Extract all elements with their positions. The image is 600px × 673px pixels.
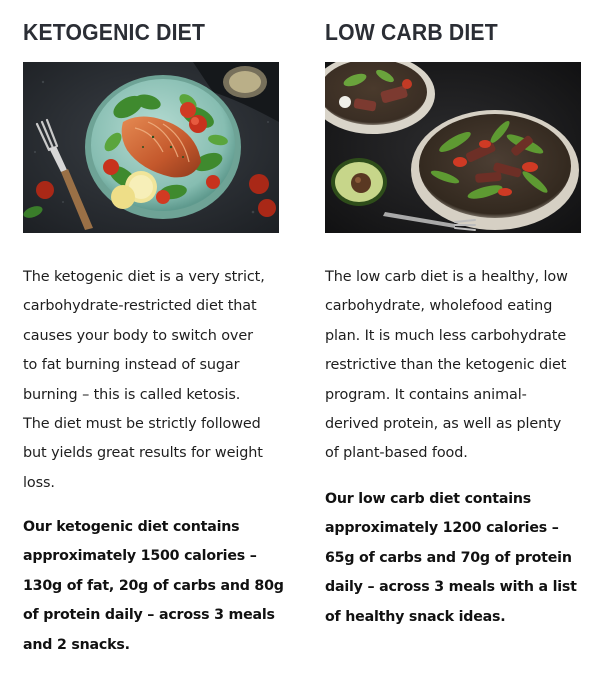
low-carb-summary-line: approximately 1200 calories – xyxy=(325,520,559,537)
low-carb-summary-line: of healthy snack ideas. xyxy=(325,608,506,625)
ketogenic-diet-description xyxy=(23,263,285,498)
ketogenic-description-line: causes your body to switch over xyxy=(23,327,253,344)
low-carb-diet-summary xyxy=(325,485,587,632)
ketogenic-description-line: The ketogenic diet is a very strict, xyxy=(23,269,265,285)
ketogenic-summary-line: approximately 1500 calories – xyxy=(23,548,257,565)
low-carb-steak-salad-photo xyxy=(325,62,581,233)
low-carb-description-line: derived protein, as well as plenty xyxy=(325,416,562,433)
ketogenic-description-line: to fat burning instead of sugar xyxy=(23,357,240,374)
low-carb-summary-line: daily – across 3 meals with a list xyxy=(325,579,577,596)
ketogenic-summary-line: and 2 snacks. xyxy=(23,636,130,653)
low-carb-description-line: The low carb diet is a healthy, low xyxy=(325,269,568,285)
ketogenic-summary-line: 130g of fat, 20g of carbs and 80g xyxy=(23,577,284,594)
low-carb-description-line: plan. It is much less carbohydrate xyxy=(325,327,567,344)
ketogenic-description-line: but yields great results for weight xyxy=(23,445,263,462)
low-carb-diet-description xyxy=(325,263,587,469)
ketogenic-summary-line: Our ketogenic diet contains xyxy=(23,519,240,535)
ketogenic-description-line: burning – this is called ketosis. xyxy=(23,386,241,403)
low-carb-summary-line: Our low carb diet contains xyxy=(325,491,532,507)
low-carb-description-line: carbohydrate, wholefood eating xyxy=(325,298,553,315)
ketogenic-description-line: loss. xyxy=(23,474,55,491)
low-carb-summary-line: 65g of carbs and 70g of protein xyxy=(325,549,572,566)
ketogenic-description-line: carbohydrate-restricted diet that xyxy=(23,298,257,315)
low-carb-description-line: of plant-based food. xyxy=(325,445,468,462)
low-carb-diet-heading: LOW CARB DIET xyxy=(325,19,498,45)
low-carb-description-line: restrictive than the ketogenic diet xyxy=(325,357,567,374)
ketogenic-diet-heading: KETOGENIC DIET xyxy=(23,19,206,45)
ketogenic-salmon-photo xyxy=(23,62,279,233)
low-carb-description-line: program. It contains animal- xyxy=(325,386,527,403)
ketogenic-description-line: The diet must be strictly followed xyxy=(23,416,261,433)
ketogenic-diet-summary xyxy=(23,513,285,660)
ketogenic-summary-line: of protein daily – across 3 meals xyxy=(23,607,275,624)
